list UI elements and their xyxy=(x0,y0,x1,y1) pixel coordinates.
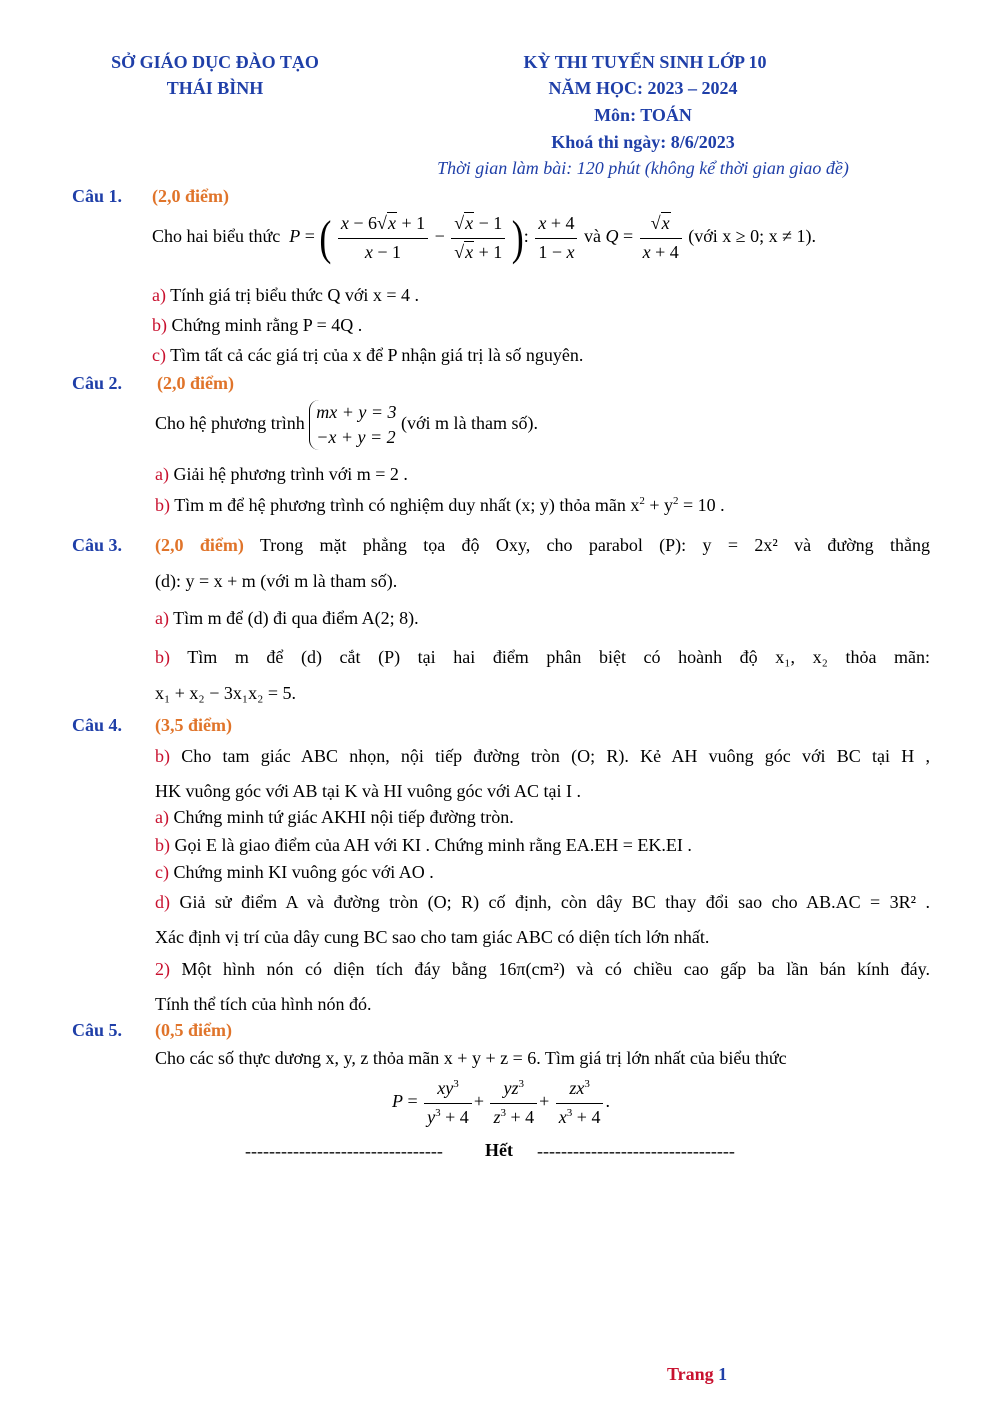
q3-b-text: Tìm m để (d) cắt (P) tại hai điểm phân biệt có hoành độ x₁, x₂ thỏa mãn: xyxy=(187,647,930,667)
q1-b-label: b) xyxy=(152,315,167,335)
q2-b-text-2: + y xyxy=(644,495,674,515)
q4-a-label: a) xyxy=(155,807,169,827)
department-name: SỞ GIÁO DỤC ĐÀO TẠO xyxy=(111,52,319,72)
q2-condition: (với m là tham số). xyxy=(401,413,539,434)
q3-line2: (d): y = x + m (với m là tham số). xyxy=(155,571,398,591)
q5-points: (0,5 điểm) xyxy=(155,1020,232,1040)
q4-p2-line2: Tính thể tích của hình nón đó. xyxy=(155,994,372,1014)
q1-points: (2,0 điểm) xyxy=(152,186,229,206)
q2-b-text-1: Tìm m để hệ phương trình có nghiệm duy nhất (x; y) thỏa mãn x xyxy=(174,495,640,515)
page-number: 1 xyxy=(718,1364,728,1384)
q4-p2-text: Một hình nón có diện tích đáy bằng 16π(cm²) và có chiều cao gấp ba lần bán kính đáy. xyxy=(181,959,931,979)
q4-p2-line1 xyxy=(155,960,930,978)
q4-b-text: Gọi E là giao điểm của AH với KI . Chứng minh rằng EA.EH = EK.EI . xyxy=(174,835,692,855)
q4-a-text: Chứng minh tứ giác AKHI nội tiếp đường tròn. xyxy=(173,807,514,827)
q4-part-d xyxy=(155,893,930,911)
q2-a-label: a) xyxy=(155,464,169,484)
province-name: THÁI BÌNH xyxy=(166,78,264,98)
end-text: Hết xyxy=(485,1140,513,1160)
q2-a-text: Giải hệ phương trình với m = 2 . xyxy=(173,464,408,484)
page-footer xyxy=(667,1365,727,1383)
q4-d-label: d) xyxy=(155,892,170,912)
q1-part-b xyxy=(152,316,362,334)
q1-label: Câu 1. xyxy=(72,186,123,206)
q3-a-label: a) xyxy=(155,608,169,628)
q4-p2-label: 2) xyxy=(155,959,170,979)
end-dashes-left: --------------------------------- xyxy=(245,1141,443,1161)
q4-label: Câu 4. xyxy=(72,715,123,735)
q4-p1-line1 xyxy=(155,747,930,765)
q1-a-label: a) xyxy=(152,285,166,305)
q1-formula-line xyxy=(152,210,817,265)
q4-part-b xyxy=(155,836,692,854)
q3-b-label: b) xyxy=(155,647,170,667)
q2-eq1: mx + y = 3 xyxy=(316,402,397,422)
q4-p1-text: Cho tam giác ABC nhọn, nội tiếp đường tròn (O; R). Kẻ AH vuông góc với BC tại H , xyxy=(181,746,931,766)
q4-p1-label: b) xyxy=(155,746,170,766)
subject: Môn: TOÁN xyxy=(594,105,692,125)
q4-c-text: Chứng minh KI vuông góc với AO . xyxy=(173,862,434,882)
school-year: NĂM HỌC: 2023 – 2024 xyxy=(548,78,738,98)
exam-title: KỲ THI TUYỂN SINH LỚP 10 xyxy=(523,52,767,72)
q1-c-text: Tìm tất cả các giá trị của x để P nhận giá trị là số nguyên. xyxy=(170,345,584,365)
q1-intro: Cho hai biểu thức xyxy=(152,226,281,247)
q2-eq2: −x + y = 2 xyxy=(316,427,396,447)
q5-line1: Cho các số thực dương x, y, z thỏa mãn x + y + z = 6. Tìm giá trị lớn nhất của biểu thức xyxy=(155,1048,787,1068)
q2-b-label: b) xyxy=(155,495,170,515)
q2-b-text-3: = 10 . xyxy=(678,495,725,515)
q5-label: Câu 5. xyxy=(72,1020,123,1040)
q1-part-a xyxy=(152,286,419,304)
equation-system xyxy=(309,400,396,450)
q3-intro: Trong mặt phẳng tọa độ Oxy, cho parabol (P): y = 2x² và đường thẳng xyxy=(259,535,930,555)
q4-d-text: Giả sử điểm A và đường tròn (O; R) cố định, còn dây BC thay đổi sao cho AB.AC = 3R² . xyxy=(179,892,930,912)
q2-system-line xyxy=(155,400,538,450)
q1-b-text: Chứng minh rằng P = 4Q . xyxy=(171,315,363,335)
q2-part-a xyxy=(155,465,408,483)
p-expression: P = ( $\frac{x - 6√x + 1}{x - 1}$ − $\frac{√x - 1}{√x + 1}$ ): $\frac{x + 4}{1 - x}$ xyxy=(285,226,584,246)
q2-label: Câu 2. xyxy=(72,373,123,393)
q4-c-label: c) xyxy=(155,862,169,882)
end-dashes-right: --------------------------------- xyxy=(537,1141,735,1161)
q4-points: (3,5 điểm) xyxy=(155,715,232,735)
q1-condition: (với x ≥ 0; x ≠ 1). xyxy=(688,226,817,247)
q4-p1-line2: HK vuông góc với AB tại K và HI vuông góc với AC tại I . xyxy=(155,781,581,801)
q1-and: và xyxy=(583,226,601,247)
q3-b-equation: x₁ + x₂ − 3x₁x₂ = 5. xyxy=(155,683,297,703)
q3-a-text: Tìm m để (d) đi qua điểm A(2; 8). xyxy=(173,608,419,628)
q2-part-b: b) Tìm m để hệ phương trình có nghiệm duy nhất (x; y) thỏa mãn $x^2 + y^2 = 10$ . xyxy=(155,495,725,515)
page-word: Trang xyxy=(667,1364,714,1384)
q2-points: (2,0 điểm) xyxy=(157,373,234,393)
q3-part-a xyxy=(155,609,419,627)
q4-part-c xyxy=(155,863,434,881)
q1-c-label: c) xyxy=(152,345,166,365)
q1-part-c xyxy=(152,346,583,364)
q3-line1 xyxy=(155,536,930,554)
q1-a-text: Tính giá trị biểu thức Q với x = 4 . xyxy=(170,285,420,305)
q4-b-label: b) xyxy=(155,835,170,855)
time-limit: Thời gian làm bài: 120 phút (không kể thời gian giao đề) xyxy=(437,158,849,178)
q5-expression: P = $\frac{xy^3}{y^3 + 4}$ + $\frac{yz^3}{z^3 + 4}$ + $\frac{zx^3}{x^3 + 4}$ . xyxy=(392,1078,610,1127)
q3-points: (2,0 điểm) xyxy=(155,535,244,555)
q3-part-b xyxy=(155,648,930,666)
q-expression: Q = $\frac{√x}{x + 4}$ xyxy=(605,226,688,246)
q4-part-a xyxy=(155,808,514,826)
q2-intro: Cho hệ phương trình xyxy=(155,413,305,434)
q4-d-text2: Xác định vị trí của dây cung BC sao cho tam giác ABC có diện tích lớn nhất. xyxy=(155,927,710,947)
exam-date: Khoá thi ngày: 8/6/2023 xyxy=(551,132,735,152)
q3-label: Câu 3. xyxy=(72,535,123,555)
